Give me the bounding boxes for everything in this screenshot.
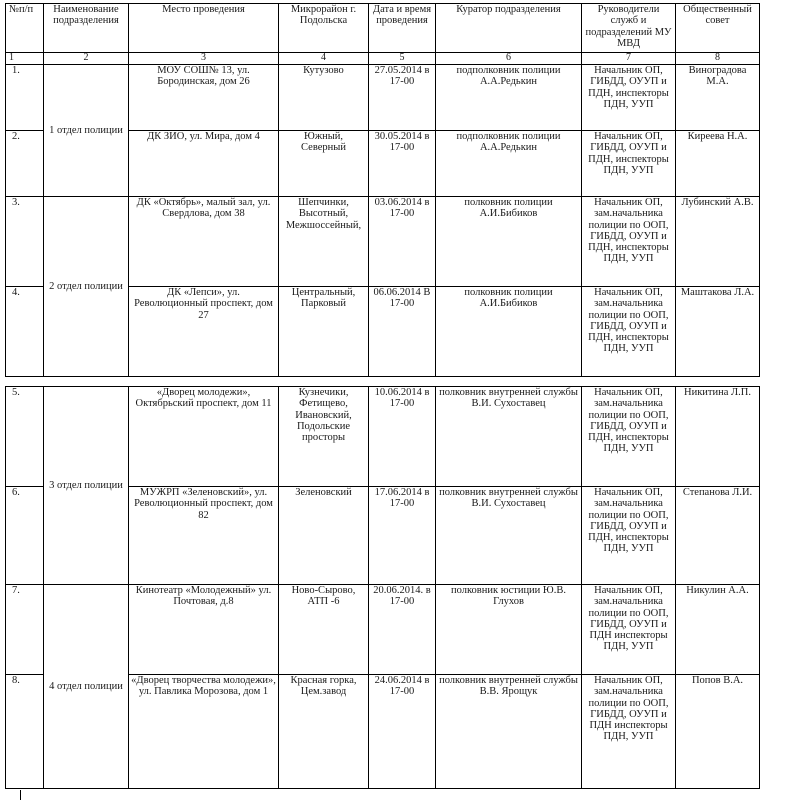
unit-name: 3 отдел полиции (44, 387, 129, 585)
leaders-cell: Начальник ОП, зам.начальника полиции по ООП, ГИБДД, ОУУП и ПДН инспекторы ПДН, УУП (582, 585, 676, 675)
schedule-table-part-1 (5, 3, 760, 377)
council-cell: Виноградова М.А. (676, 65, 760, 131)
date-cell: 17.06.2014 в 17-00 (369, 487, 436, 585)
table-row (6, 585, 760, 675)
row-number: 5. (6, 387, 44, 487)
column-number: 3 (129, 53, 279, 65)
district-cell: Шепчинки, Высотный, Межшоссейный, (279, 197, 369, 287)
date-cell: 27.05.2014 в 17-00 (369, 65, 436, 131)
place-cell: ДК ЗИО, ул. Мира, дом 4 (129, 131, 279, 197)
unit-name: 2 отдел полиции (44, 197, 129, 377)
curator-cell: полковник внутренней службы В.И. Сухоставец (436, 387, 582, 487)
council-cell: Никулин А.А. (676, 585, 760, 675)
header-row (6, 4, 760, 53)
date-cell: 03.06.2014 в 17-00 (369, 197, 436, 287)
column-number: 7 (582, 53, 676, 65)
curator-cell: полковник юстиции Ю.В. Глухов (436, 585, 582, 675)
row-number: 6. (6, 487, 44, 585)
curator-cell: подполковник полиции А.А.Редькин (436, 131, 582, 197)
curator-cell: подполковник полиции А.А.Редькин (436, 65, 582, 131)
table-row (6, 65, 760, 131)
place-cell: Кинотеатр «Молодежный» ул. Почтовая, д.8 (129, 585, 279, 675)
curator-cell: полковник полиции А.И.Бибиков (436, 287, 582, 377)
column-number: 6 (436, 53, 582, 65)
leaders-cell: Начальник ОП, зам.начальника полиции по ООП, ГИБДД, ОУУП и ПДН, инспекторы ПДН, УУП (582, 197, 676, 287)
column-number: 4 (279, 53, 369, 65)
district-cell: Кузнечики, Фетищево, Ивановский, Подольские просторы (279, 387, 369, 487)
page-edge-mark (20, 790, 21, 800)
place-cell: «Дворец молодежи», Октябрьский проспект, дом 11 (129, 387, 279, 487)
header-council: Общественный совет (676, 4, 760, 53)
leaders-cell: Начальник ОП, ГИБДД, ОУУП и ПДН, инспекторы ПДН, УУП (582, 65, 676, 131)
place-cell: МОУ СОШ№ 13, ул. Бородинская, дом 26 (129, 65, 279, 131)
row-number: 8. (6, 675, 44, 789)
column-number: 5 (369, 53, 436, 65)
date-cell: 06.06.2014 В 17-00 (369, 287, 436, 377)
curator-cell: полковник внутренней службы В.И. Сухоставец (436, 487, 582, 585)
row-number: 4. (6, 287, 44, 377)
header-district: Микрорайон г. Подольска (279, 4, 369, 53)
header-curator: Куратор подразделения (436, 4, 582, 53)
row-number: 7. (6, 585, 44, 675)
district-cell: Южный, Северный (279, 131, 369, 197)
row-number: 2. (6, 131, 44, 197)
table-row (6, 197, 760, 287)
place-cell: МУЖРП «Зеленовский», ул. Революционный проспект, дом 82 (129, 487, 279, 585)
header-num: №п/п (6, 4, 44, 53)
column-number: 1 (6, 53, 44, 65)
council-cell: Лубинский А.В. (676, 197, 760, 287)
column-number: 2 (44, 53, 129, 65)
leaders-cell: Начальник ОП, зам.начальника полиции по ООП, ГИБДД, ОУУП и ПДН, инспекторы ПДН, УУП (582, 387, 676, 487)
row-number: 1. (6, 65, 44, 131)
leaders-cell: Начальник ОП, зам.начальника полиции по ООП, ГИБДД, ОУУП и ПДН инспекторы ПДН, УУП (582, 675, 676, 789)
district-cell: Зеленовский (279, 487, 369, 585)
date-cell: 30.05.2014 в 17-00 (369, 131, 436, 197)
column-number-row (6, 53, 760, 65)
district-cell: Кутузово (279, 65, 369, 131)
header-place: Место проведения (129, 4, 279, 53)
council-cell: Степанова Л.И. (676, 487, 760, 585)
table-row (6, 387, 760, 487)
council-cell: Киреева Н.А. (676, 131, 760, 197)
council-cell: Никитина Л.П. (676, 387, 760, 487)
council-cell: Маштакова Л.А. (676, 287, 760, 377)
district-cell: Центральный, Парковый (279, 287, 369, 377)
header-unit: Наименование подразделения (44, 4, 129, 53)
place-cell: ДК «Лепси», ул. Революционный проспект, дом 27 (129, 287, 279, 377)
leaders-cell: Начальник ОП, зам.начальника полиции по ООП, ГИБДД, ОУУП и ПДН, инспекторы ПДН, УУП (582, 487, 676, 585)
header-date: Дата и время проведения (369, 4, 436, 53)
date-cell: 24.06.2014 в 17-00 (369, 675, 436, 789)
leaders-cell: Начальник ОП, зам.начальника полиции по ООП, ГИБДД, ОУУП и ПДН, инспекторы ПДН, УУП (582, 287, 676, 377)
place-cell: «Дворец творчества молодежи», ул. Павлика Морозова, дом 1 (129, 675, 279, 789)
unit-name: 4 отдел полиции (44, 585, 129, 789)
date-cell: 10.06.2014 в 17-00 (369, 387, 436, 487)
schedule-table-part-2 (5, 386, 760, 789)
place-cell: ДК «Октябрь», малый зал, ул. Свердлова, дом 38 (129, 197, 279, 287)
header-leaders: Руководители служб и подразделений МУ МВД (582, 4, 676, 53)
district-cell: Красная горка, Цем.завод (279, 675, 369, 789)
council-cell: Попов В.А. (676, 675, 760, 789)
column-number: 8 (676, 53, 760, 65)
row-number: 3. (6, 197, 44, 287)
leaders-cell: Начальник ОП, ГИБДД, ОУУП и ПДН, инспекторы ПДН, УУП (582, 131, 676, 197)
curator-cell: полковник полиции А.И.Бибиков (436, 197, 582, 287)
curator-cell: полковник внутренней службы В.В. Ярощук (436, 675, 582, 789)
date-cell: 20.06.2014. в 17-00 (369, 585, 436, 675)
unit-name: 1 отдел полиции (44, 65, 129, 197)
district-cell: Ново-Сырово, АТП -6 (279, 585, 369, 675)
